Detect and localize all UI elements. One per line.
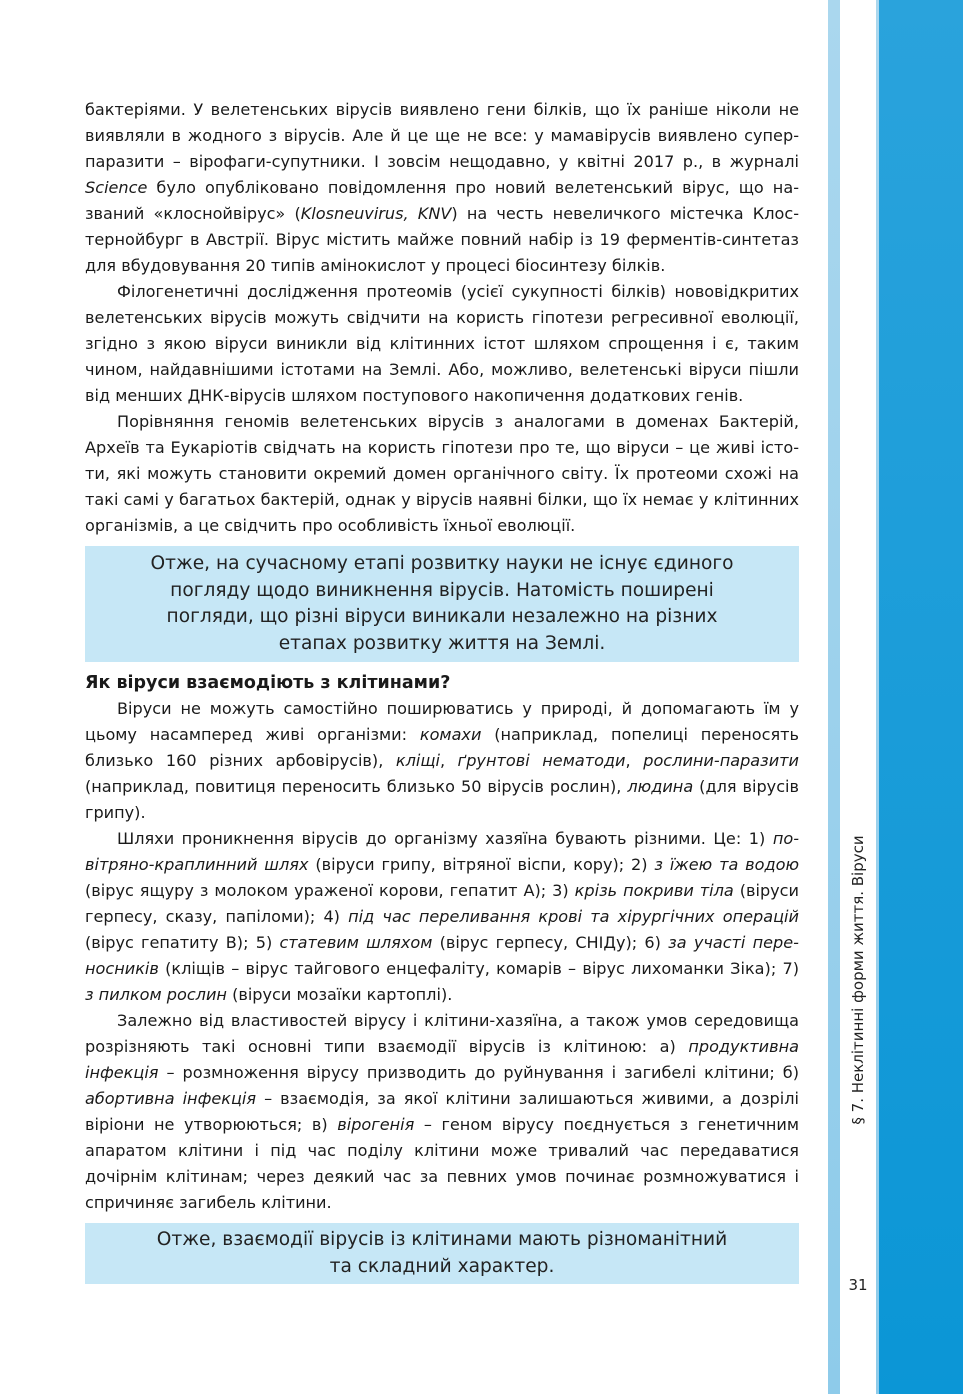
side-bar-dark [879,0,963,1394]
paragraph-5: Шляхи проникнення вірусів до організму хазяїна бувають різними. Це: 1) повітряно-краплинний шлях (віруси грипу, вітряної віспи, кору); 2) з їжею та водою (вірус ящуру з молоком ураженої корови, гепатит А); 3) крізь покриви тіла (віруси герпесу, сказу, папіломи); 4) під час переливання крові та хірургічних операцій (вірус гепатиту В); 5) статевим шляхом (вірус герпесу, СНІДу); 6) за участі переносників (кліщів – вірус тайгового енцефаліту, комарів – вірус лихоманки Зіка); 7) з пилком рослин (віруси мозаїки картоплі). [85,829,799,1004]
paragraph-1: бактеріями. У велетенських вірусів виявлено гени білків, що їх раніше ніколи не виявляли в жодного з вірусів. Але й це ще не все: у мамавірусів виявлено суперпаразити – вірофаги-супутники. І зовсім нещодавно, у квітні 2017 р., в журналі Science було опубліковано повідомлення про новий велетенський вірус, що названий «клоснойвірус» (Klosneuvirus, KNV) на честь невеличкого містечка Клостернойбург в Австрії. Вірус містить майже повний набір із 19 ферментів-синтетаз для вбудовування 20 типів амінокислот у процесі біосинтезу білків. [85,100,800,275]
page-content [85,97,799,1292]
paragraph-6: Залежно від властивостей вірусу і клітини-хазяїна, а також умов середовища розрізняють такі основні типи взаємодії вірусів із клітиною: а) продуктивна інфекція – розмноження вірусу призводить до руйнування і загибелі клітини; б) абортивна інфекція – взаємодія, за якої клітини залишаються живими, а дозрілі віріони не утворюються; в) вірогенія – геном вірусу поєднується з генетичним апаратом клітини і під час поділу клітини може тривалий час передаватися дочірнім клітинам; через деякий час за певних умов починає розмножуватися і спричиняє загибель клітини. [85,1011,799,1212]
conclusion-box-2: Отже, взаємодії вірусів із клітинами мають різноманітний та складний характер. [85,1223,799,1284]
section-title: § 7. Неклітинні форми життя. Віруси [849,835,867,1125]
section-heading: Як віруси взаємодіють з клітинами? [85,673,451,693]
side-bar-strip [840,0,876,1394]
paragraph-3: Порівняння геномів велетенських вірусів з аналогами в доменах Бактерій, Археїв та Еукаріотів свідчать на користь гіпотези про те, що віруси – це живі істоти, які можуть становити окремий домен органічного світу. Їх протеоми схожі на такі самі у багатьох бактерій, однак у вірусів наявні білки, що їх немає у клітинних організмів, а це свідчить про особливість їхньої еволюції. [85,412,799,535]
paragraph-2: Філогенетичні дослідження протеомів (усієї сукупності білків) нововідкритих велетенських вірусів можуть свідчити на користь гіпотези регресивної еволюції, згідно з якою віруси виникли від клітинних істот шляхом спрощення і є, таким чином, найдавнішими істотами на Землі. Або, можливо, велетенські віруси пішли від менших ДНК-вірусів шляхом поступового накопичення додаткових генів. [85,282,799,405]
page-number: 31 [848,1276,868,1294]
conclusion-box-1: Отже, на сучасному етапі розвитку науки не існує єдиного погляду щодо виникнення вірусів. Натомість поширені погляди, що різні віруси виникали незалежно на різних етапах розвитку життя на Землі. [85,546,799,662]
paragraph-4: Віруси не можуть самостійно поширюватись у природі, й допомагають їм у цьому насамперед живі організми: комахи (наприклад, попелиці переносять близько 160 різних арбовірусів), кліщі, ґрунтові нематоди, рослини-паразити (наприклад, повитиця переносить близько 50 вірусів рослин), людина (для вірусів грипу). [85,699,800,822]
